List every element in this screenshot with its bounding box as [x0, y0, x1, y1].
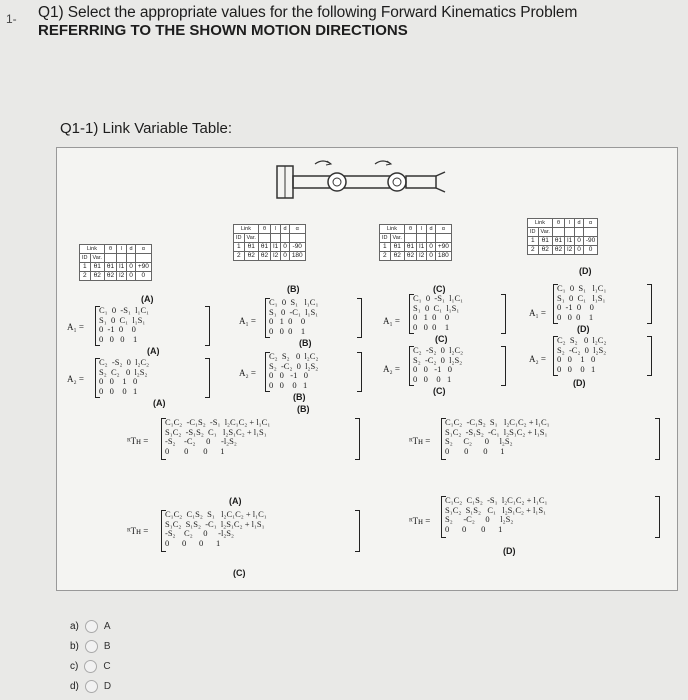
- a1-matrix-d: C₁ 0 S₁ l₁C₁ S₁ 0 C₁ l₁S₁ 0 -1 0 0 0 0 0 1: [557, 283, 607, 322]
- a1-b-label: (B): [299, 338, 312, 348]
- rth-matrix-c: C₁C₂ -C₁S₂ S₁ l₂C₁C₂ + l₁C₁ S₁C₂ -S₁S₂ -C₁ l₂S₁C₂ + l₁S₁ S₂ C₂ 0 l₂S₂ 0 0 0 1: [445, 417, 550, 456]
- table-c-label: (C): [433, 284, 446, 294]
- option-c-letter: C: [103, 661, 111, 672]
- option-d-letter: D: [103, 681, 112, 692]
- option-c-radio[interactable]: [84, 660, 97, 673]
- table-b-label: (B): [287, 284, 300, 294]
- option-b-radio[interactable]: [85, 640, 98, 653]
- rth-label-d: ᴿTн =: [409, 516, 431, 526]
- a2-matrix-a: C₂ -S₂ 0 l₂C₂ S₂ C₂ 0 l₂S₂ 0 0 1 0 0 0 0 1: [99, 357, 150, 396]
- a2-label-d: A₂ =: [529, 354, 546, 364]
- option-a[interactable]: [70, 620, 111, 633]
- option-a-prefix: a): [70, 621, 79, 632]
- link-table-d: Link θ l d α ID Var. 1 θ1 θ1 l1 0 -90 2 θ2 θ2 l2 0 0: [527, 218, 598, 255]
- a1-matrix-c: C₁ 0 -S₁ l₁C₁ S₁ 0 C₁ l₁S₁ 0 1 0 0 0 0 0 1: [413, 293, 464, 332]
- rth-matrix-d: C₁C₂ C₁S₂ -S₁ l₂C₁C₂ + l₁C₁ S₁C₂ S₁S₂ C₁ l₂S₁C₂ + l₁S₁ S₂ -C₂ 0 l₂S₂ 0 0 0 1: [445, 495, 548, 534]
- a1-label-d: A₁ =: [529, 308, 546, 318]
- section-title: Q1-1) Link Variable Table:: [60, 120, 233, 137]
- option-d-prefix: d): [70, 681, 79, 692]
- figure-panel: [56, 147, 678, 591]
- link-table-c: Link θ l d α ID Var. 1 θ1 θ1 l1 0 +90 2 θ2 θ2 l2 0 180: [379, 224, 452, 261]
- rth-a-label: (A): [229, 496, 242, 506]
- a2-matrix-d: C₂ S₂ 0 l₂C₂ S₂ -C₂ 0 l₂S₂ 0 0 1 0 0 0 0 1: [557, 335, 607, 374]
- option-d-radio[interactable]: [85, 680, 98, 693]
- a1-label-b: A₁ =: [239, 316, 256, 326]
- a2-label-b: A₂ =: [239, 368, 256, 378]
- a1-label-a: A₁ =: [67, 322, 84, 332]
- rth-label-a: ᴿTн =: [127, 526, 149, 536]
- rth-label-c: ᴿTн =: [409, 436, 431, 446]
- option-c-prefix: c): [70, 661, 79, 672]
- a2-label-c: A₂ =: [383, 364, 400, 374]
- option-b-prefix: b): [70, 641, 79, 652]
- robot-arm-figure: [267, 158, 467, 218]
- a2-b-label: (B): [293, 392, 306, 402]
- link-table-b: Link θ l d α ID Var. 1 θ1 θ1 l1 0 -90 2 θ2 θ2 l2 0 180: [233, 224, 306, 261]
- a1-a-label: (A): [147, 346, 160, 356]
- a1-c-label: (C): [435, 334, 448, 344]
- link-table-a: Link θ l d α ID Var. 1 θ1 θ1 l1 0 +90 2 θ2 θ2 l2 0 0: [79, 244, 152, 281]
- option-b[interactable]: [70, 640, 111, 653]
- a2-label-a: A₂ =: [67, 374, 84, 384]
- option-d[interactable]: [70, 680, 111, 693]
- a2-c-label: (C): [433, 386, 446, 396]
- a1-label-c: A₁ =: [383, 316, 400, 326]
- a1-matrix-a: C₁ 0 -S₁ l₁C₁ S₁ 0 C₁ l₁S₁ 0 -1 0 0 0 0 0 1: [99, 305, 150, 344]
- rth-b-label: (B): [297, 404, 310, 414]
- rth-c-label: (C): [233, 568, 246, 578]
- option-a-letter: A: [103, 621, 111, 632]
- a2-a-label: (A): [153, 398, 166, 408]
- option-a-radio[interactable]: [85, 620, 98, 633]
- question-number: 1-: [6, 12, 17, 26]
- a2-matrix-c: C₂ -S₂ 0 l₂C₂ S₂ -C₂ 0 l₂S₂ 0 0 -1 0 0 0 0 1: [413, 345, 464, 384]
- option-b-letter: B: [103, 641, 111, 652]
- a2-matrix-b: C₂ S₂ 0 l₂C₂ S₂ -C₂ 0 l₂S₂ 0 0 -1 0 0 0 0 1: [269, 351, 319, 390]
- a1-matrix-b: C₁ 0 S₁ l₁C₁ S₁ 0 -C₁ l₁S₁ 0 1 0 0 0 0 0 1: [269, 297, 319, 336]
- rth-matrix-b: C₁C₂ -C₁S₂ -S₁ l₂C₁C₂ + l₁C₁ S₁C₂ -S₁S₂ C₁ l₂S₁C₂ + l₁S₁ -S₂ -C₂ 0 -l₂S₂ 0 0 0 1: [165, 417, 271, 456]
- table-a-label: (A): [141, 294, 154, 304]
- table-d-label: (D): [579, 266, 592, 276]
- a1-d-label: (D): [577, 324, 590, 334]
- question-title: Q1) Select the appropriate values for the following Forward Kinematics Problem: [38, 4, 578, 21]
- rth-matrix-a: C₁C₂ C₁S₂ S₁ l₂C₁C₂ + l₁C₁ S₁C₂ S₁S₂ -C₁ l₂S₁C₂ + l₁S₁ -S₂ C₂ 0 -l₂S₂ 0 0 0 1: [165, 509, 267, 548]
- a2-d-label: (D): [573, 378, 586, 388]
- rth-label-b: ᴿTн =: [127, 436, 149, 446]
- option-c[interactable]: [70, 660, 111, 673]
- question-subtitle: REFERRING TO THE SHOWN MOTION DIRECTIONS: [38, 22, 408, 39]
- rth-d-label: (D): [503, 546, 516, 556]
